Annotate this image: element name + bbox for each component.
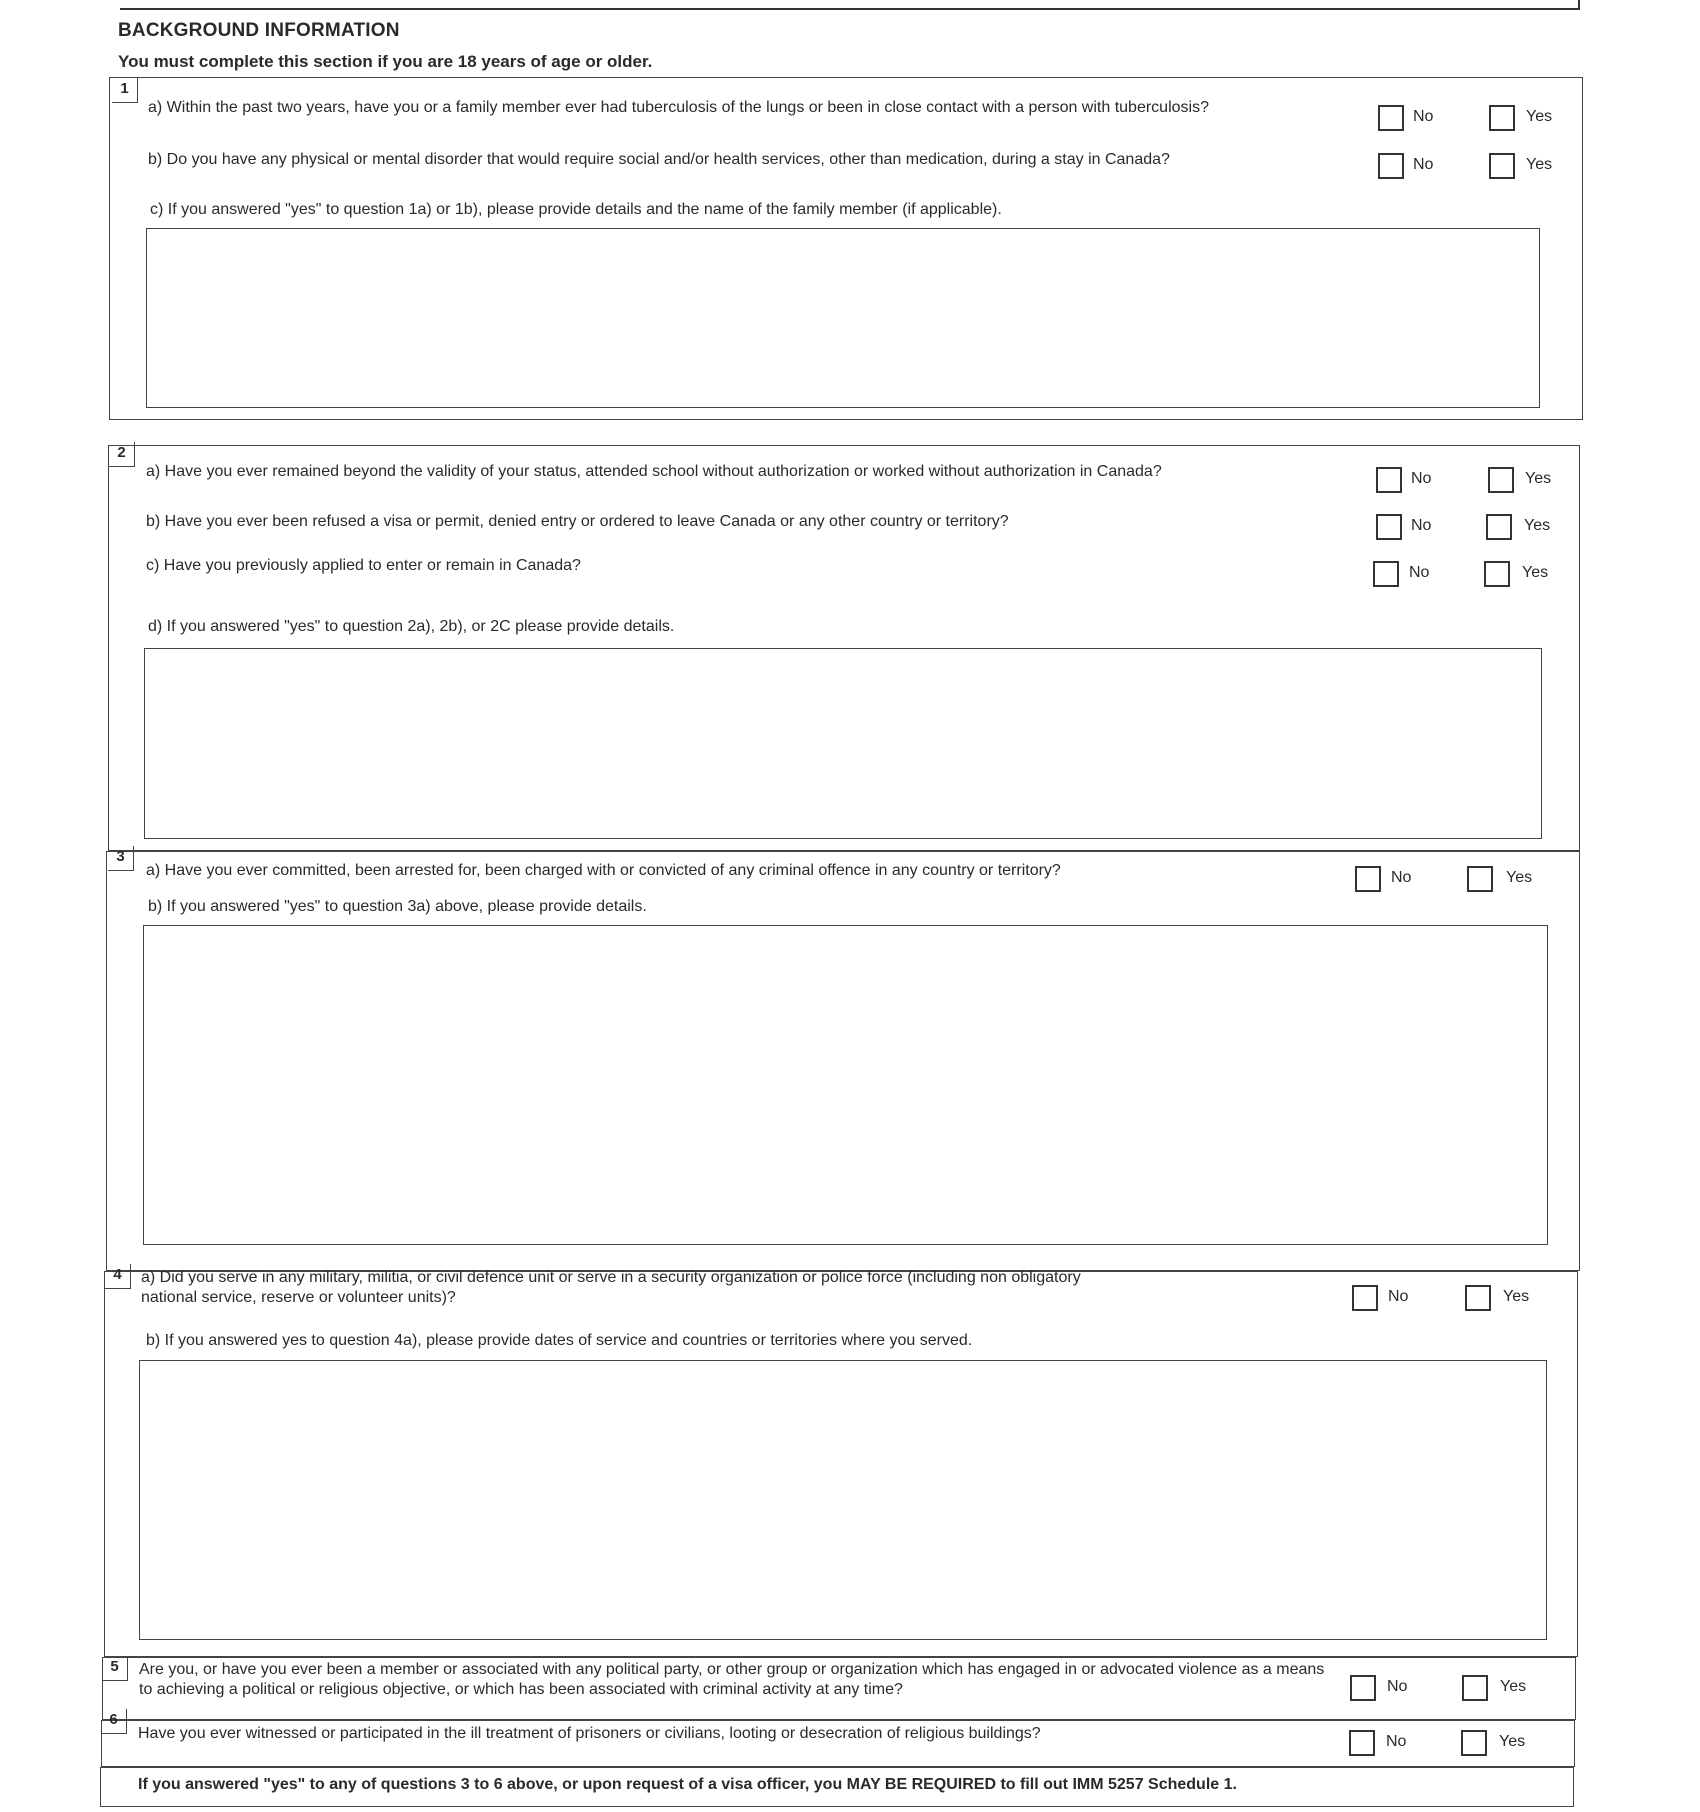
question-4a-no-checkbox[interactable]	[1352, 1285, 1378, 1311]
question-4a-yes-label: Yes	[1503, 1288, 1530, 1305]
footer-note: If you answered "yes" to any of questions 3 to 6 above, or upon request of a visa officer, you MAY BE REQUIRED to fill out IMM 5257 Schedule 1.	[138, 1776, 1237, 1793]
question-2b-no-label: No	[1411, 517, 1432, 534]
question-6-no-checkbox[interactable]	[1349, 1730, 1375, 1756]
question-2-number: 2	[109, 442, 135, 467]
question-4a-yes-checkbox[interactable]	[1465, 1285, 1491, 1311]
question-1b-no-checkbox[interactable]	[1378, 153, 1404, 179]
question-3a-yes-checkbox[interactable]	[1467, 866, 1493, 892]
section-instruction: You must complete this section if you are 18 years of age or older.	[118, 52, 653, 71]
top-border	[120, 0, 1580, 10]
question-5-text: Are you, or have you ever been a member or associated with any political party, or other group or organization which has engaged in or advocated violence as a means to achieving a political or religious objective, or which has been associated with criminal activity at any time?	[139, 1661, 1325, 1698]
question-4a-no-label: No	[1388, 1288, 1409, 1305]
question-1a-yes-checkbox[interactable]	[1489, 105, 1515, 131]
question-1a-text: a) Within the past two years, have you or a family member ever had tuberculosis of the lungs or been in close contact with a person with tuberculosis?	[148, 99, 1209, 116]
question-2a-no-label: No	[1411, 470, 1432, 487]
question-2c-no-label: No	[1409, 564, 1430, 581]
question-2a-no-checkbox[interactable]	[1376, 467, 1402, 493]
question-2b-no-checkbox[interactable]	[1376, 514, 1402, 540]
question-6-text: Have you ever witnessed or participated in the ill treatment of prisoners or civilians, looting or desecration of religious buildings?	[138, 1725, 1041, 1742]
question-2c-yes-checkbox[interactable]	[1484, 561, 1510, 587]
question-2b-text: b) Have you ever been refused a visa or permit, denied entry or ordered to leave Canada or any other country or territory?	[146, 513, 1009, 530]
question-1-number: 1	[112, 78, 138, 103]
question-2b-yes-checkbox[interactable]	[1486, 514, 1512, 540]
question-6-yes-checkbox[interactable]	[1461, 1730, 1487, 1756]
question-3a-no-label: No	[1391, 869, 1412, 886]
question-5-no-checkbox[interactable]	[1350, 1675, 1376, 1701]
question-5-yes-checkbox[interactable]	[1462, 1675, 1488, 1701]
question-1a-no-checkbox[interactable]	[1378, 105, 1404, 131]
question-4-number: 4	[105, 1264, 131, 1289]
question-3b-text: b) If you answered "yes" to question 3a) above, please provide details.	[148, 898, 647, 915]
question-6-yes-label: Yes	[1499, 1733, 1526, 1750]
question-1a-no-label: No	[1413, 108, 1434, 125]
question-2c-yes-label: Yes	[1522, 564, 1549, 581]
question-2c-no-checkbox[interactable]	[1373, 561, 1399, 587]
question-6-number: 6	[101, 1709, 127, 1734]
question-1b-yes-label: Yes	[1526, 156, 1553, 173]
question-2c-text: c) Have you previously applied to enter or remain in Canada?	[146, 557, 581, 574]
question-1b-text: b) Do you have any physical or mental disorder that would require social and/or health services, other than medication, during a stay in Canada?	[148, 151, 1170, 168]
question-2a-yes-label: Yes	[1525, 470, 1552, 487]
question-2d-details-field[interactable]	[144, 648, 1542, 839]
question-2d-text: d) If you answered "yes" to question 2a), 2b), or 2C please provide details.	[148, 618, 675, 635]
section-heading: BACKGROUND INFORMATION	[118, 20, 400, 41]
question-5-no-label: No	[1387, 1678, 1408, 1695]
question-5-number: 5	[102, 1656, 128, 1681]
question-3a-yes-label: Yes	[1506, 869, 1533, 886]
question-6-no-label: No	[1386, 1733, 1407, 1750]
question-1b-yes-checkbox[interactable]	[1489, 153, 1515, 179]
question-1c-details-field[interactable]	[146, 228, 1540, 408]
question-3-number: 3	[108, 846, 134, 871]
question-4b-details-field[interactable]	[139, 1360, 1547, 1640]
question-2a-yes-checkbox[interactable]	[1488, 467, 1514, 493]
question-4a-text: a) Did you serve in any military, militia, or civil defence unit or serve in a security organization or police force (including non obligatory national service, reserve or volunteer units)?	[141, 1269, 1081, 1306]
question-3b-details-field[interactable]	[143, 925, 1548, 1245]
question-3a-text: a) Have you ever committed, been arrested for, been charged with or convicted of any criminal offence in any country or territory?	[146, 862, 1061, 879]
question-2a-text: a) Have you ever remained beyond the validity of your status, attended school without authorization or worked without authorization in Canada?	[146, 463, 1162, 480]
question-5-yes-label: Yes	[1500, 1678, 1527, 1695]
question-1b-no-label: No	[1413, 156, 1434, 173]
question-1a-yes-label: Yes	[1526, 108, 1553, 125]
question-4b-text: b) If you answered yes to question 4a), please provide dates of service and countries or territories where you served.	[146, 1332, 973, 1349]
question-3a-no-checkbox[interactable]	[1355, 866, 1381, 892]
question-2b-yes-label: Yes	[1524, 517, 1551, 534]
question-1c-text: c) If you answered "yes" to question 1a) or 1b), please provide details and the name of the family member (if applicable).	[150, 201, 1002, 218]
